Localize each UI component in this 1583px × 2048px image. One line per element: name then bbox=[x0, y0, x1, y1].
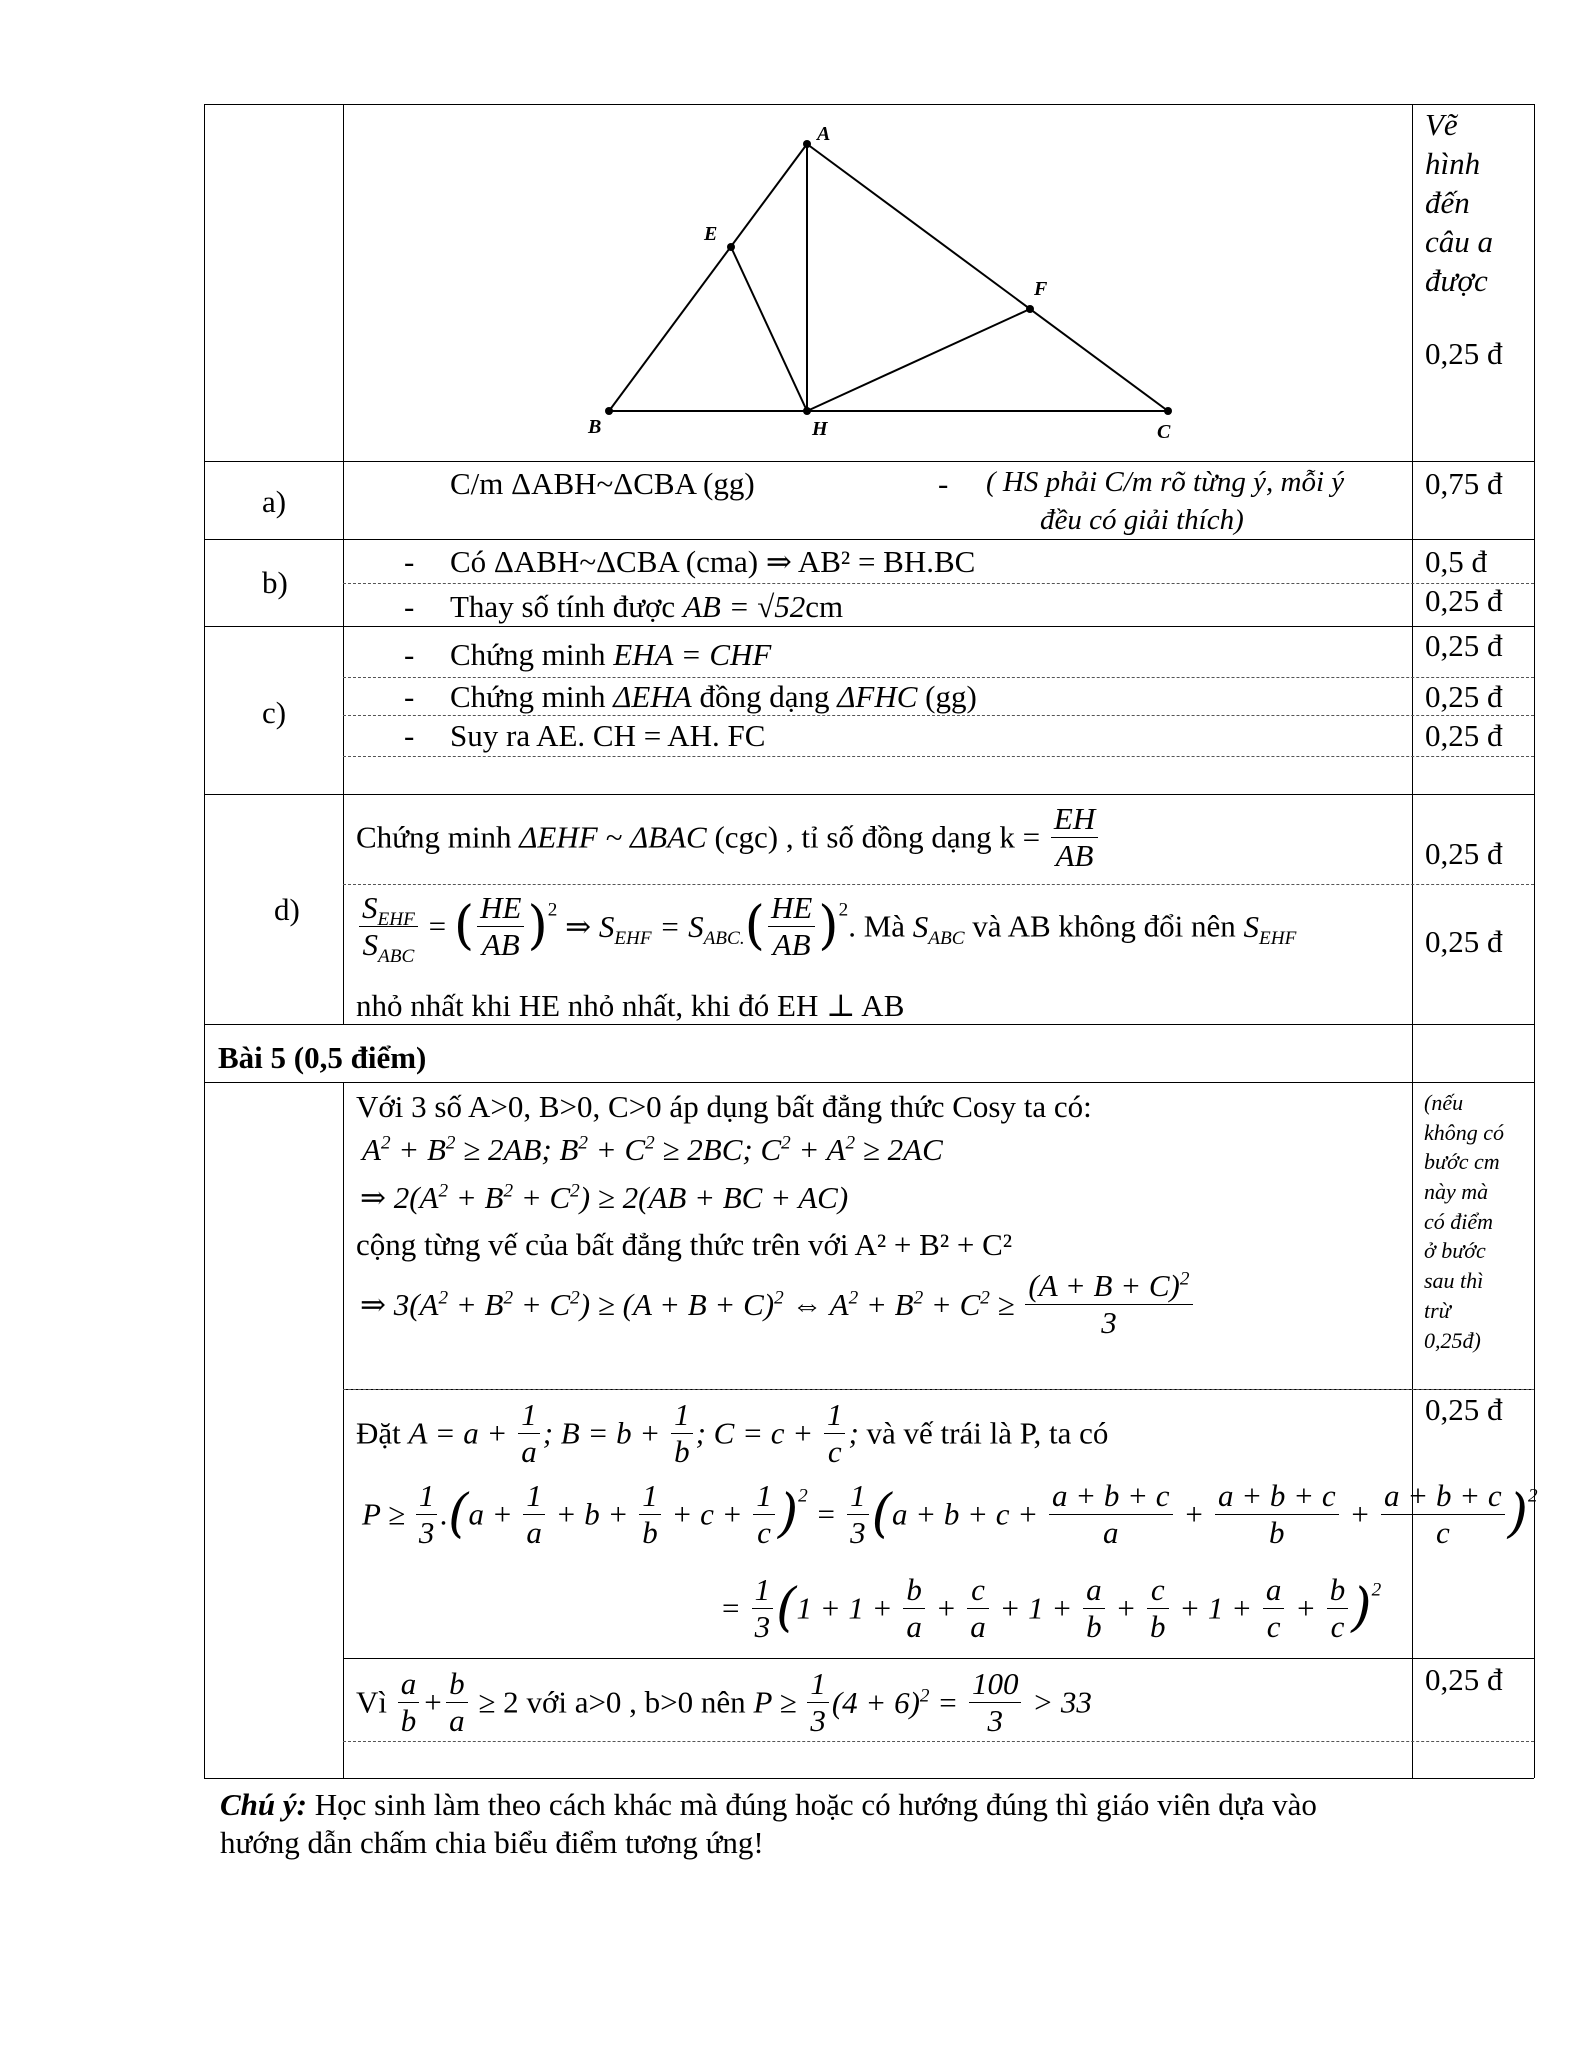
text: Chứng minh bbox=[450, 637, 614, 672]
part-a-note-2: đều có giải thích) bbox=[1040, 504, 1244, 536]
part-c-line-3: Suy ra AE. CH = AH. FC bbox=[450, 718, 766, 753]
fraction: $\frac{1}{c}$ bbox=[824, 1397, 846, 1469]
note-line: ở bước bbox=[1424, 1238, 1486, 1264]
part-d-line-2: $\frac{S_{EHF}}{S_{ABC}}$ = ( $\frac{HE}{AB}$ )$^2$ ⇒ $S_{EHF} = S_{ABC.}$( $\frac{HE}{AB}$ )$^2$. Mà $S_{ABC}$ và AB không đổi nên $S_{EHF}$ bbox=[356, 890, 1296, 962]
math-expr: ΔEHA bbox=[613, 679, 692, 714]
math-line: ⇒ $3(A^2 + B^2 + C^2) \ge (A + B + C)^2$ ⇔ $A^2 + B^2 + C^2$ ≥ $\frac{(A + B + C)^2}{3}$ bbox=[360, 1268, 1196, 1340]
math-line: P ≥ $\frac{1}{3}$ .(a + $\frac{1}{a}$ + b + $\frac{1}{b}$ + c + $\frac{1}{c}$ )$^2$ = $\frac{1}{3}$ (a + b + c + $\frac{a + b + c}{a}$ + $\frac{a + b + c}{b}$ + $\frac{a + b + c}{c}$ )$^2$ bbox=[362, 1478, 1538, 1550]
note-line: câu a bbox=[1425, 224, 1494, 259]
fraction: $\frac{HE}{AB}$ bbox=[768, 890, 815, 962]
footer-label: Chú ý: bbox=[220, 1787, 307, 1822]
row-label-a: a) bbox=[262, 484, 287, 519]
score: 0,25 đ bbox=[1425, 1392, 1503, 1427]
text: với a>0 , b>0 nên bbox=[518, 1684, 754, 1720]
fraction: $\frac{(A + B + C)^2}{3}$ bbox=[1025, 1268, 1192, 1340]
text: Thay số tính được bbox=[450, 589, 683, 624]
vertex-label-h: H bbox=[812, 418, 828, 440]
fraction bbox=[1051, 801, 1098, 873]
score: 0,25 đ bbox=[1425, 1662, 1503, 1697]
column-divider bbox=[343, 1082, 344, 1778]
dash: - bbox=[404, 679, 415, 714]
part-c-line-2 bbox=[450, 679, 977, 715]
note-line: này mà bbox=[1424, 1179, 1489, 1205]
math-expr: EHA = CHF bbox=[613, 637, 772, 672]
math-expr: ΔEHF ~ ΔBAC bbox=[519, 819, 707, 855]
row-divider bbox=[204, 626, 1534, 627]
score: 0,25 đ bbox=[1425, 836, 1503, 871]
dashed-divider bbox=[343, 756, 1534, 757]
math-line: $A^2 + B^2 \ge 2AB$; $B^2 + C^2 \ge 2BC$; $C^2 + A^2 \ge 2AC$ bbox=[362, 1132, 943, 1167]
section-title: Bài 5 (0,5 điểm) bbox=[218, 1040, 427, 1075]
part-a-text bbox=[450, 466, 755, 502]
row-divider bbox=[343, 1658, 1534, 1659]
score: 0,25 đ bbox=[1425, 336, 1503, 371]
fraction: $\frac{S_{EHF}}{S_{ABC}}$ bbox=[359, 890, 418, 962]
dashed-divider bbox=[343, 1389, 1534, 1390]
text: Chứng minh bbox=[450, 679, 614, 714]
dashed-divider bbox=[343, 583, 1534, 584]
note-line: có điểm bbox=[1424, 1208, 1494, 1234]
note-line: bước cm bbox=[1424, 1149, 1500, 1175]
note-line: hình bbox=[1425, 146, 1481, 181]
score: 0,25 đ bbox=[1425, 679, 1503, 714]
note-line: trừ bbox=[1424, 1297, 1451, 1323]
bai5-add-line: cộng từng vế của bất đẳng thức trên với A² + B² + C² bbox=[356, 1227, 1013, 1262]
part-a-statement: C/m ΔABH~ΔCBA (gg) bbox=[450, 466, 755, 501]
triangle-figure bbox=[560, 120, 1200, 450]
math-line: ⇒ $2(A^2 + B^2 + C^2) \ge 2(AB$ + BC + AC) bbox=[360, 1180, 849, 1215]
part-a-note-1: ( HS phải C/m rõ từng ý, mỗi ý bbox=[986, 466, 1345, 498]
table-border-bottom bbox=[204, 1778, 1534, 1779]
note-line: sau thì bbox=[1424, 1268, 1484, 1294]
table-border-top bbox=[204, 104, 1534, 105]
math-expr: ΔFHC bbox=[837, 679, 918, 714]
footer-line-2: hướng dẫn chấm chia biểu điểm tương ứng! bbox=[220, 1825, 764, 1860]
part-d-line-3: nhỏ nhất khi HE nhỏ nhất, khi đó EH ⊥ AB bbox=[356, 988, 905, 1023]
dashed-divider bbox=[343, 677, 1534, 678]
bai5-intro: Với 3 số A>0, B>0, C>0 áp dụng bất đẳng thức Cosy ta có: bbox=[356, 1089, 1092, 1124]
score: 0,5 đ bbox=[1425, 544, 1487, 579]
note-line: (nếu bbox=[1424, 1090, 1464, 1115]
fraction: $\frac{1}{b}$ bbox=[671, 1397, 693, 1469]
unit: cm bbox=[805, 589, 844, 624]
part-d-line-1 bbox=[356, 801, 1101, 873]
text: Đặt bbox=[356, 1415, 409, 1451]
figure-note bbox=[1425, 105, 1493, 300]
part-c-line-1 bbox=[450, 637, 771, 673]
vertex-label-b: B bbox=[588, 416, 602, 438]
note-line: không có bbox=[1424, 1119, 1505, 1145]
vertex-label-f: F bbox=[1034, 278, 1048, 300]
vertex-label-c: C bbox=[1157, 421, 1171, 443]
text: và vế trái là P, ta có bbox=[858, 1415, 1109, 1451]
note-line: đến bbox=[1425, 185, 1470, 220]
vertex-label-a: A bbox=[817, 123, 831, 145]
fraction: $\frac{1}{a}$ bbox=[518, 1397, 540, 1469]
dash: - bbox=[404, 637, 415, 672]
bai5-note bbox=[1424, 1088, 1532, 1355]
note-line: được bbox=[1425, 263, 1488, 298]
fraction: $\frac{1}{3}$ bbox=[416, 1478, 438, 1550]
math-expr: AB = √52 bbox=[682, 589, 806, 624]
text: Vì bbox=[356, 1684, 395, 1720]
bai5-step3: Vì $\frac{a}{b}$ + $\frac{b}{a}$ ≥ 2 với a>0 , b>0 nên P ≥ $\frac{1}{3}$ $(4 + 6)^2$ = $\frac{100}{3}$ > 33 bbox=[356, 1666, 1092, 1738]
part-b-line-1: Có ΔABH~ΔCBA (cma) ⇒ AB² = BH.BC bbox=[450, 544, 976, 579]
score: 0,25 đ bbox=[1425, 924, 1503, 959]
row-divider bbox=[204, 1082, 1534, 1083]
text: và AB không đổi nên bbox=[964, 908, 1244, 944]
numerator: EH bbox=[1051, 801, 1098, 838]
dashed-divider bbox=[343, 1741, 1534, 1742]
score: 0,25 đ bbox=[1425, 628, 1503, 663]
score: 0,25 đ bbox=[1425, 583, 1503, 618]
math-line: = $\frac{1}{3}$ (1 + 1 + $\frac{b}{a}$ + $\frac{c}{a}$ + 1 + $\frac{a}{b}$ + $\frac{c}{b}$ + 1 + $\frac{a}{c}$ + $\frac{b}{c}$ )$^2$ bbox=[720, 1572, 1382, 1644]
row-divider bbox=[204, 539, 1534, 540]
row-label-c: c) bbox=[262, 695, 287, 730]
dashed-divider bbox=[343, 715, 1534, 716]
denominator: AB bbox=[1055, 837, 1094, 873]
score: 0,25 đ bbox=[1425, 718, 1503, 753]
footer-line-1 bbox=[220, 1787, 1317, 1823]
dashed-divider bbox=[343, 884, 1534, 885]
row-divider bbox=[204, 1024, 1534, 1025]
score: 0,75 đ bbox=[1425, 466, 1503, 501]
table-border-left bbox=[204, 104, 205, 1778]
column-divider bbox=[343, 104, 344, 1024]
row-divider bbox=[204, 461, 1534, 462]
row-label-d: d) bbox=[274, 892, 300, 927]
row-divider bbox=[204, 794, 1534, 795]
fraction: $\frac{HE}{AB}$ bbox=[477, 890, 524, 962]
dash: - bbox=[938, 466, 949, 501]
dash: - bbox=[404, 589, 415, 624]
text: (gg) bbox=[917, 679, 977, 714]
footer-text: Học sinh làm theo cách khác mà đúng hoặc có hướng đúng thì giáo viên dựa vào bbox=[307, 1787, 1317, 1822]
dash: - bbox=[404, 544, 415, 579]
part-b-line-2 bbox=[450, 589, 843, 625]
vertex-label-e: E bbox=[704, 223, 718, 245]
dash: - bbox=[404, 718, 415, 753]
text: đồng dạng bbox=[691, 679, 838, 714]
bai5-step2: Đặt A = a + $\frac{1}{a}$ ; B = b + $\frac{1}{b}$ ; C = c + $\frac{1}{c}$ ; và vế trái là P, ta có bbox=[356, 1397, 1109, 1469]
fraction: $\frac{a}{b}$ bbox=[398, 1666, 420, 1738]
text: Chứng minh bbox=[356, 819, 520, 855]
text: (cgc) , tỉ số đồng dạng k = bbox=[706, 819, 1048, 855]
text: . Mà bbox=[848, 908, 913, 944]
note-line: 0,25đ) bbox=[1424, 1327, 1481, 1353]
row-label-b: b) bbox=[262, 565, 288, 600]
note-line: Vẽ bbox=[1425, 107, 1458, 142]
fraction: $\frac{b}{a}$ bbox=[446, 1666, 468, 1738]
